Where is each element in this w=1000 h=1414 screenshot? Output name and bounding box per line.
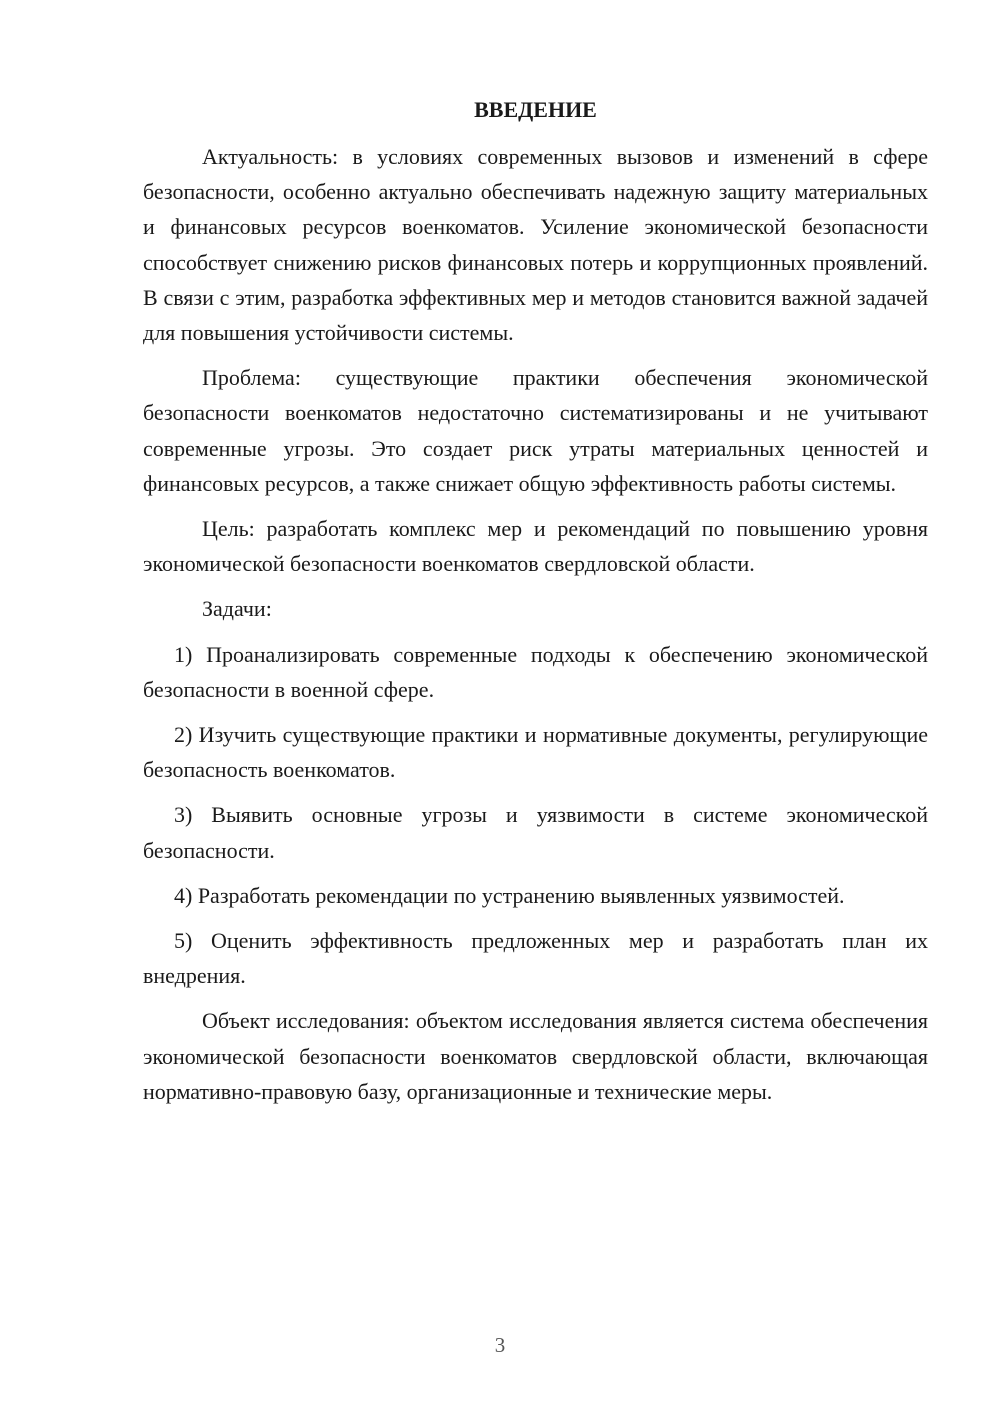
paragraph-problem: Проблема: существующие практики обеспечения экономической безопасности военкоматов недостаточно систематизированы и не учитывают современные угрозы. Это создает риск утраты материальных ценностей и финансовых ресурсов, а также снижает общую эффективность работы системы. bbox=[143, 365, 928, 496]
paragraph-research-object: Объект исследования: объектом исследования является система обеспечения экономической безопасности военкоматов свердловской области, включающая нормативно-правовую базу, организационные и технические меры. bbox=[143, 1008, 928, 1104]
task-item-4: 4) Разработать рекомендации по устранению выявленных уязвимостей. bbox=[174, 882, 845, 908]
document-page bbox=[143, 92, 928, 1109]
paragraph-relevance: Актуальность: в условиях современных вызовов и изменений в сфере безопасности, особенно актуально обеспечивать надежную защиту материальных и финансовых ресурсов военкоматов. Усиление экономической безопасности способствует снижению рисков финансовых потерь и коррупционных проявлений. В связи с этим, разработка эффективных мер и методов становится важной задачей для повышения устойчивости системы. bbox=[143, 144, 928, 346]
paragraph-goal: Цель: разработать комплекс мер и рекомендаций по повышению уровня экономической безопасности военкоматов свердловской области. bbox=[143, 516, 928, 577]
task-item-5: 5) Оценить эффективность предложенных мер и разработать план их внедрения. bbox=[143, 928, 928, 989]
task-item-3: 3) Выявить основные угрозы и уязвимости в системе экономической безопасности. bbox=[143, 802, 928, 863]
task-list bbox=[143, 637, 928, 994]
task-item-1: 1) Проанализировать современные подходы к обеспечению экономической безопасности в военной сфере. bbox=[143, 641, 928, 702]
task-item-2: 2) Изучить существующие практики и нормативные документы, регулирующие безопасность военкоматов. bbox=[143, 722, 928, 783]
page-title: ВВЕДЕНИЕ bbox=[474, 97, 597, 122]
page-number: 3 bbox=[494, 1333, 506, 1357]
paragraph-tasks-heading: Задачи: bbox=[202, 596, 272, 622]
